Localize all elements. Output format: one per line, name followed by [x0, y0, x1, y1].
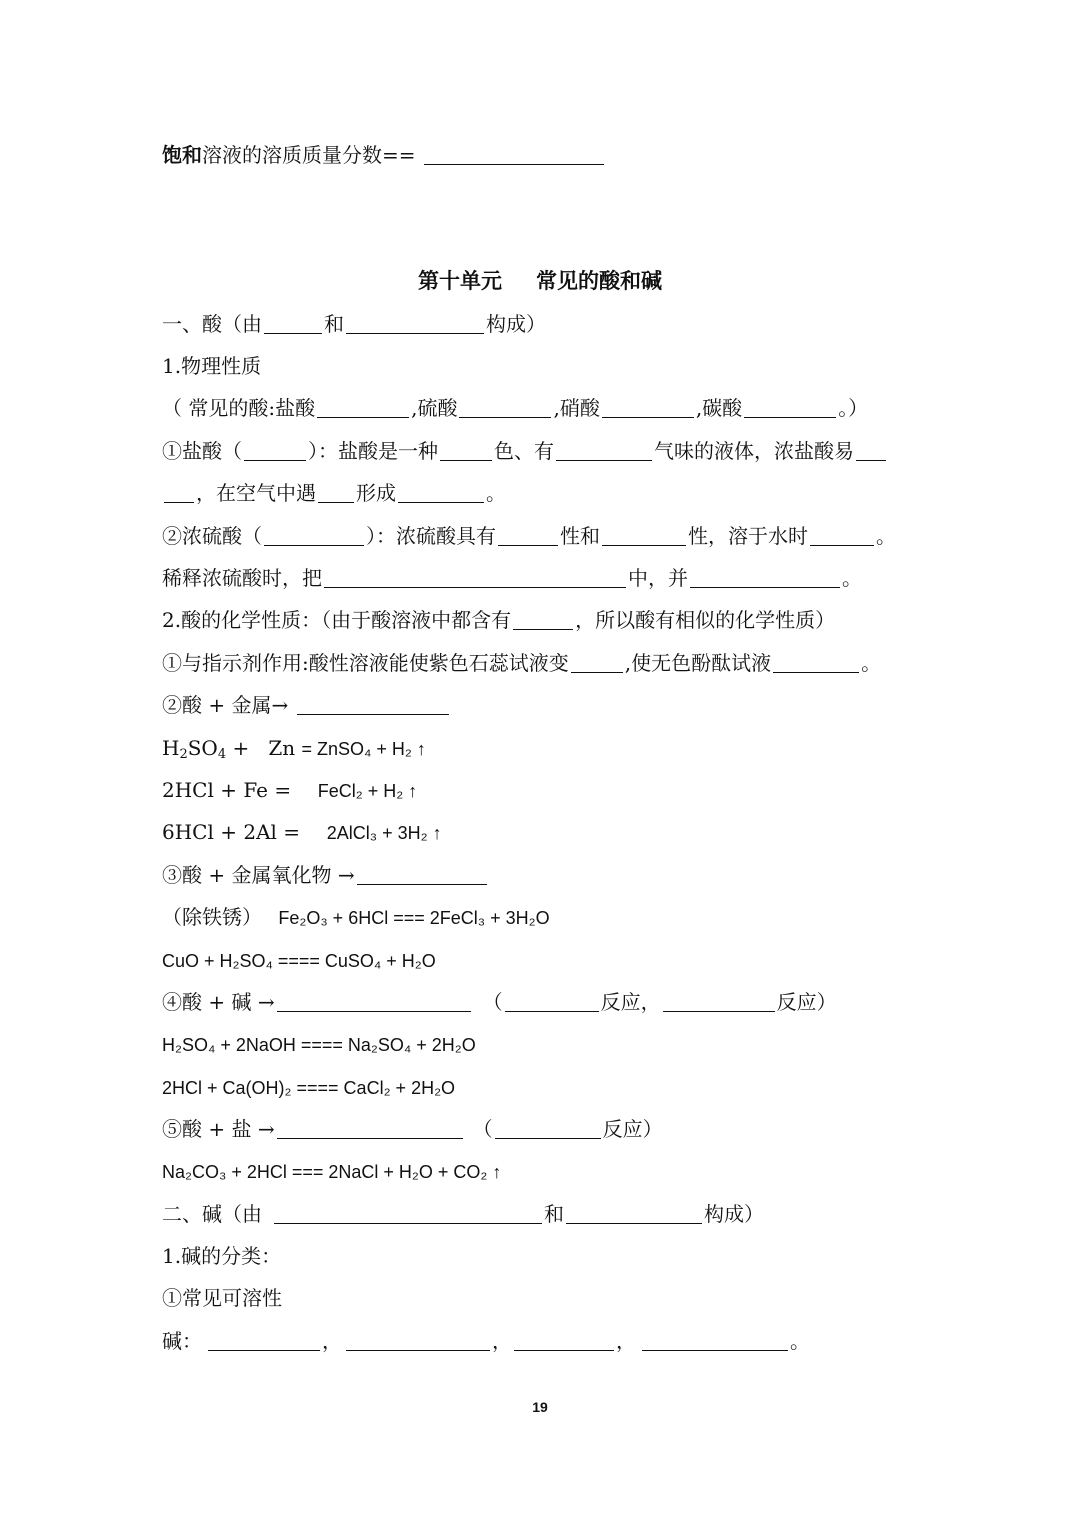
equation-text: FeCl₂ + H₂ ↑: [317, 781, 418, 801]
subscript: 2: [179, 747, 188, 762]
text: ,硝酸: [553, 396, 600, 420]
equation-text: = ZnSO₄ + H₂ ↑: [301, 739, 426, 759]
text: 2HCl + Fe =: [162, 778, 298, 802]
text: 稀释浓硫酸时，把: [162, 566, 322, 590]
answer-blank[interactable]: [277, 991, 471, 1012]
text: （: [472, 1117, 493, 1141]
answer-blank[interactable]: [856, 440, 886, 461]
chemical-properties-title: [162, 607, 835, 633]
saturated-text: 溶液的溶质质量分数==: [202, 143, 416, 167]
answer-blank[interactable]: [277, 1118, 463, 1139]
text: 性，溶于水时: [688, 524, 808, 548]
text: 1.碱的分类：: [162, 1244, 282, 1268]
equation-text: H₂SO₄ + 2NaOH ==== Na₂SO₄ + 2H₂O: [162, 1035, 476, 1055]
answer-blank[interactable]: [566, 1203, 702, 1224]
text: 。: [876, 524, 896, 548]
answer-blank[interactable]: [424, 144, 604, 165]
text: ）：盐酸是一种: [308, 439, 438, 463]
text: 反应）: [776, 990, 837, 1014]
answer-blank[interactable]: [602, 397, 694, 418]
answer-blank[interactable]: [514, 1330, 614, 1351]
text: ,碳酸: [695, 396, 743, 420]
text: ，在空气中遇: [196, 481, 316, 505]
dilution-line: [162, 565, 862, 591]
equation-text: Na₂CO₃ + 2HCl === 2NaCl + H₂O + CO₂ ↑: [162, 1162, 502, 1182]
soluble-base-title: [162, 1285, 282, 1311]
text: 构成）: [704, 1202, 764, 1226]
text: ，: [492, 1329, 512, 1353]
text: （ 常见的酸:盐酸: [162, 396, 316, 420]
answer-blank[interactable]: [556, 440, 652, 461]
text: 气味的液体，浓盐酸易: [654, 439, 854, 463]
subscript: 4: [217, 747, 227, 762]
base-heading: [162, 1201, 764, 1227]
equation-caoh: [162, 1074, 455, 1100]
answer-blank[interactable]: [317, 397, 409, 418]
h2so4-properties-line: [162, 523, 896, 549]
answer-blank[interactable]: [459, 397, 551, 418]
answer-blank[interactable]: [346, 1330, 490, 1351]
answer-blank[interactable]: [744, 397, 836, 418]
answer-blank[interactable]: [164, 482, 194, 503]
unit-number: 第十单元: [418, 269, 502, 293]
text: 和: [324, 312, 344, 336]
acid-base-line: [162, 989, 837, 1015]
equation-text: 2AlCl₃ + 3H₂ ↑: [326, 823, 442, 843]
physical-properties-title: [162, 353, 261, 379]
text: 。: [842, 566, 862, 590]
text: 。）: [838, 396, 869, 420]
text: 碱：: [162, 1329, 202, 1353]
answer-blank[interactable]: [602, 525, 686, 546]
soluble-base-list: [162, 1328, 810, 1354]
answer-blank[interactable]: [264, 313, 322, 334]
equation-text: CuO + H₂SO₄ ==== CuSO₄ + H₂O: [162, 951, 436, 971]
text: ，所以酸有相似的化学性质）: [575, 608, 836, 632]
answer-blank[interactable]: [324, 567, 626, 588]
acid-oxide-line: [162, 862, 489, 888]
equation-naoh: [162, 1031, 476, 1057]
equation-text: Fe₂O₃ + 6HCl === 2FeCl₃ + 3H₂O: [278, 908, 550, 928]
text: 形成: [356, 481, 396, 505]
text: 。: [790, 1329, 810, 1353]
answer-blank[interactable]: [398, 482, 484, 503]
hcl-properties-line: [162, 438, 888, 464]
answer-blank[interactable]: [440, 440, 492, 461]
text: 构成）: [486, 312, 546, 336]
answer-blank[interactable]: [690, 567, 840, 588]
answer-blank[interactable]: [318, 482, 354, 503]
unit-name: 常见的酸和碱: [536, 269, 662, 293]
text: SO: [187, 736, 218, 760]
text: 反应）: [602, 1117, 663, 1141]
answer-blank[interactable]: [773, 652, 859, 673]
unit-title: [0, 268, 1080, 294]
text: ，: [322, 1329, 342, 1353]
text: ）：浓硫酸具有: [366, 524, 496, 548]
text: ①常见可溶性: [162, 1286, 282, 1310]
text: ③酸 + 金属氧化物 →: [162, 863, 355, 887]
text: （: [482, 990, 503, 1014]
equation-text: 2HCl + Ca(OH)₂ ==== CaCl₂ + 2H₂O: [162, 1078, 456, 1098]
answer-blank[interactable]: [571, 652, 623, 673]
text: 反应，: [600, 990, 661, 1014]
text: ①盐酸（: [162, 439, 242, 463]
saturated-fraction-line: [162, 142, 606, 168]
text: H: [162, 736, 180, 760]
text: 。: [861, 651, 882, 675]
answer-blank[interactable]: [357, 864, 487, 885]
answer-blank[interactable]: [297, 694, 449, 715]
acid-metal-line: [162, 692, 451, 718]
text: ,硫酸: [411, 396, 458, 420]
text: ,使无色酚酞试液: [624, 651, 772, 675]
text: ②酸 + 金属→: [162, 693, 289, 717]
text: ④酸 + 碱 →: [162, 990, 275, 1014]
equation-cuo: [162, 947, 436, 973]
text: 二、碱（由: [162, 1202, 262, 1226]
text: 。: [486, 481, 506, 505]
text: 一、酸（由: [162, 312, 262, 336]
answer-blank[interactable]: [810, 525, 874, 546]
text: ，: [616, 1329, 636, 1353]
answer-blank[interactable]: [513, 609, 573, 630]
acid-salt-line: [162, 1116, 663, 1142]
answer-blank[interactable]: [208, 1330, 320, 1351]
answer-blank[interactable]: [642, 1330, 788, 1351]
answer-blank[interactable]: [244, 440, 306, 461]
answer-blank[interactable]: [663, 991, 775, 1012]
equation-na2co3: [162, 1158, 501, 1184]
text: 中，并: [628, 566, 688, 590]
answer-blank[interactable]: [264, 525, 364, 546]
equation-fe: [162, 777, 417, 803]
text: 色、有: [494, 439, 554, 463]
answer-blank[interactable]: [498, 525, 558, 546]
text: ①与指示剂作用:酸性溶液能使紫色石蕊试液变: [162, 651, 569, 675]
base-classification-title: [162, 1243, 281, 1269]
answer-blank[interactable]: [274, 1203, 542, 1224]
answer-blank[interactable]: [495, 1118, 601, 1139]
text: 和: [544, 1202, 564, 1226]
saturated-bold-text: 饱和: [162, 145, 202, 167]
equation-al: [162, 819, 442, 845]
text: （除铁锈）: [162, 905, 262, 929]
text: ②浓硫酸（: [162, 524, 262, 548]
hcl-properties-line-2: [162, 480, 506, 506]
answer-blank[interactable]: [346, 313, 484, 334]
indicator-line: [162, 650, 881, 676]
text: 1.物理性质: [162, 354, 262, 378]
text: 6HCl + 2Al =: [162, 820, 307, 844]
text: ⑤酸 + 盐 →: [162, 1117, 275, 1141]
page-number: 19: [532, 1399, 548, 1415]
equation-zn: [162, 735, 426, 761]
text: 性和: [560, 524, 600, 548]
text: 2.酸的化学性质：（由于酸溶液中都含有: [162, 608, 512, 632]
acid-heading: [162, 311, 546, 337]
common-acids-line: [162, 395, 868, 421]
rust-removal-line: [162, 904, 550, 930]
answer-blank[interactable]: [505, 991, 599, 1012]
text: + Zn: [226, 736, 302, 760]
